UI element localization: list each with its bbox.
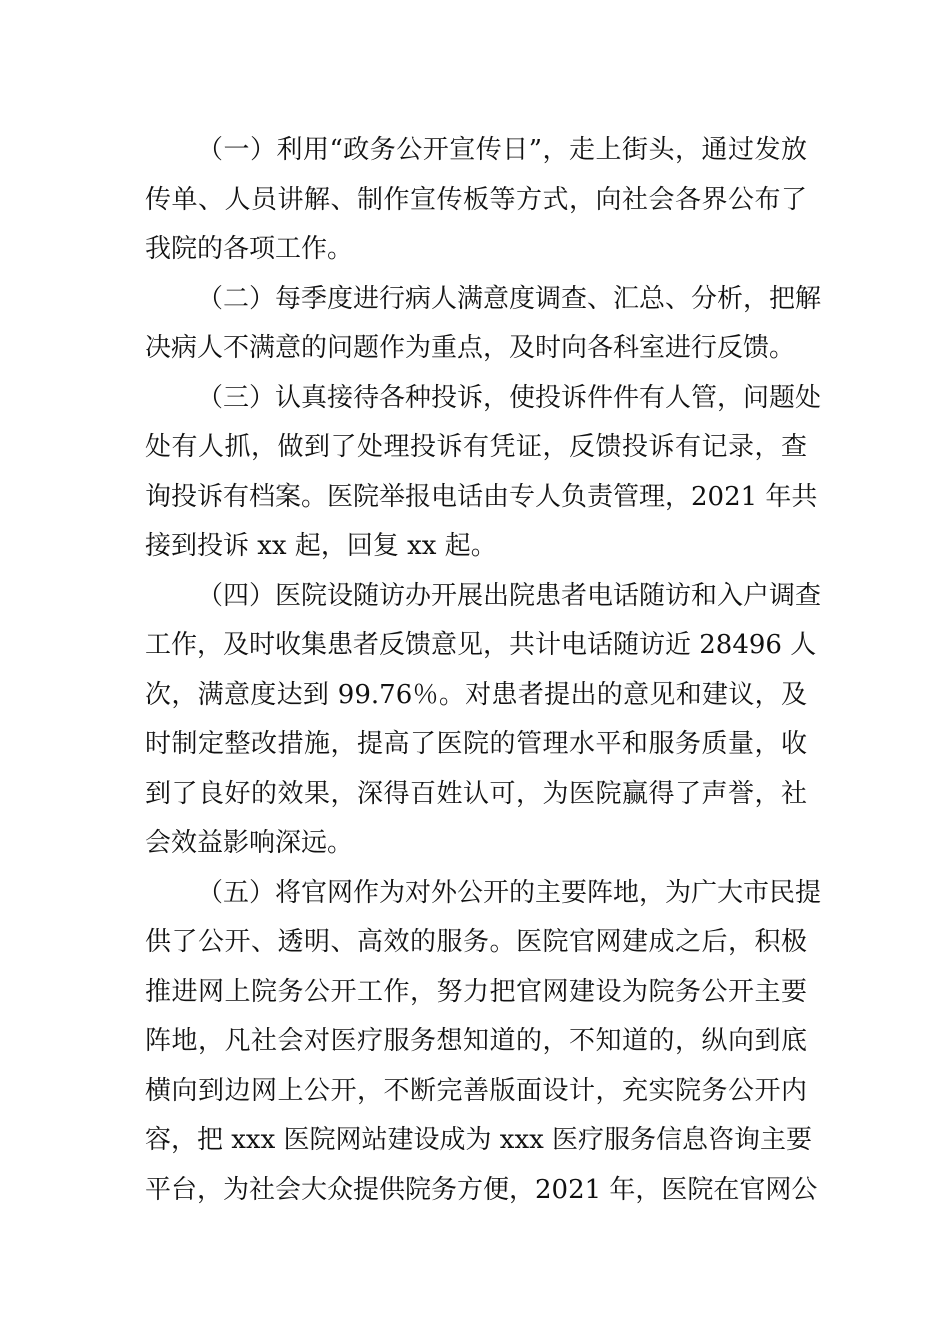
paragraph-5 <box>145 869 822 1216</box>
paragraph-line: 阵地，凡社会对医疗服务想知道的，不知道的，纵向到底 <box>145 1026 807 1056</box>
paragraph-line: 供了公开、透明、高效的服务。医院官网建成之后，积极 <box>145 927 807 957</box>
paragraph-line: 平台，为社会大众提供院务方便，2021 年，医院在官网公 <box>145 1174 818 1205</box>
paragraph-1 <box>145 126 807 275</box>
paragraph-line: （三）认真接待各种投诉，使投诉件件有人管，问题处 <box>197 382 822 413</box>
paragraph-line: 会效益影响深远。 <box>145 828 354 858</box>
paragraph-line: 传单、人员讲解、制作宣传板等方式，向社会各界公布了 <box>145 184 807 215</box>
paragraph-line: 处有人抓，做到了处理投诉有凭证，反馈投诉有记录，查 <box>145 432 807 462</box>
paragraph-line: 工作，及时收集患者反馈意见，共计电话随访近 28496 人 <box>145 630 817 660</box>
paragraph-line: （一）利用“政务公开宣传日”，走上街头，通过发放 <box>197 135 807 165</box>
paragraph-line: 接到投诉 xx 起，回复 xx 起。 <box>145 531 497 561</box>
document-body <box>145 126 822 1215</box>
paragraph-line: 时制定整改措施，提高了医院的管理水平和服务质量，收 <box>145 729 807 759</box>
paragraph-4 <box>145 572 822 869</box>
paragraph-line: 推进网上院务公开工作，努力把官网建设为院务公开主要 <box>145 976 807 1007</box>
paragraph-line: （二）每季度进行病人满意度调查、汇总、分析，把解 <box>197 283 822 314</box>
paragraph-line: 次，满意度达到 99.76％。对患者提出的意见和建议，及 <box>145 679 807 710</box>
paragraph-line: （四）医院设随访办开展出院患者电话随访和入户调查 <box>197 580 822 611</box>
paragraph-line: （五）将官网作为对外公开的主要阵地，为广大市民提 <box>197 877 822 908</box>
paragraph-3 <box>145 374 822 572</box>
paragraph-line: 横向到边网上公开，不断完善版面设计，充实院务公开内 <box>145 1075 807 1106</box>
paragraph-line: 容，把 xxx 医院网站建设成为 xxx 医疗服务信息咨询主要 <box>145 1125 813 1155</box>
paragraph-2 <box>145 275 822 374</box>
paragraph-line: 我院的各项工作。 <box>145 234 354 264</box>
paragraph-line: 到了良好的效果，深得百姓认可，为医院赢得了声誉，社 <box>145 778 807 809</box>
paragraph-line: 询投诉有档案。医院举报电话由专人负责管理，2021 年共 <box>145 481 818 512</box>
paragraph-line: 决病人不满意的问题作为重点，及时向各科室进行反馈。 <box>145 333 796 363</box>
